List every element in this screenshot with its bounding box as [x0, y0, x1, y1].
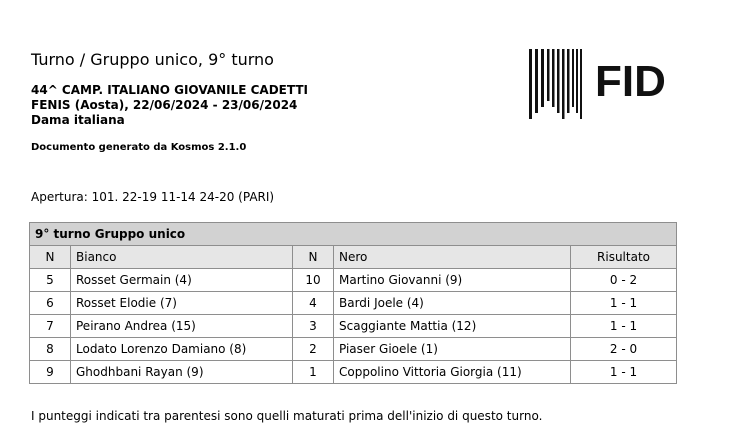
header-black: Nero [334, 246, 571, 269]
table-row [30, 338, 677, 361]
cell-black-player: Bardi Joele (4) [334, 292, 571, 315]
page-title: Turno / Gruppo unico, 9° turno [31, 50, 274, 69]
event-name: 44^ CAMP. ITALIANO GIOVANILE CADETTI [31, 83, 308, 97]
cell-result: 1 - 1 [571, 315, 677, 338]
cell-white-player: Ghodhbani Rayan (9) [71, 361, 293, 384]
event-info [31, 83, 308, 128]
cell-n-black: 4 [293, 292, 334, 315]
cell-black-player: Martino Giovanni (9) [334, 269, 571, 292]
cell-white-player: Rosset Elodie (7) [71, 292, 293, 315]
cell-result: 1 - 1 [571, 292, 677, 315]
generator-note: Documento generato da Kosmos 2.1.0 [31, 142, 247, 153]
cell-black-player: Piaser Gioele (1) [334, 338, 571, 361]
cell-white-player: Peirano Andrea (15) [71, 315, 293, 338]
cell-n-black: 2 [293, 338, 334, 361]
header-n-black: N [293, 246, 334, 269]
fid-logo-text: FID [595, 57, 666, 106]
table-row [30, 269, 677, 292]
cell-n-white: 8 [30, 338, 71, 361]
cell-white-player: Rosset Germain (4) [71, 269, 293, 292]
cell-n-black: 3 [293, 315, 334, 338]
event-game-type: Dama italiana [31, 113, 125, 127]
cell-white-player: Lodato Lorenzo Damiano (8) [71, 338, 293, 361]
cell-result: 1 - 1 [571, 361, 677, 384]
cell-black-player: Coppolino Vittoria Giorgia (11) [334, 361, 571, 384]
cell-n-white: 6 [30, 292, 71, 315]
table-caption-row [30, 223, 677, 246]
cell-n-white: 9 [30, 361, 71, 384]
fid-logo-graphic [529, 49, 679, 119]
pairings-table [29, 222, 677, 384]
event-location-dates: FENIS (Aosta), 22/06/2024 - 23/06/2024 [31, 98, 298, 112]
cell-black-player: Scaggiante Mattia (12) [334, 315, 571, 338]
cell-n-white: 5 [30, 269, 71, 292]
table-row [30, 292, 677, 315]
cell-n-black: 1 [293, 361, 334, 384]
header-n-white: N [30, 246, 71, 269]
cell-result: 2 - 0 [571, 338, 677, 361]
cell-result: 0 - 2 [571, 269, 677, 292]
table-caption: 9° turno Gruppo unico [30, 223, 677, 246]
table-row [30, 361, 677, 384]
header-white: Bianco [71, 246, 293, 269]
cell-n-white: 7 [30, 315, 71, 338]
header-result: Risultato [571, 246, 677, 269]
cell-n-black: 10 [293, 269, 334, 292]
table-row [30, 315, 677, 338]
opening-line: Apertura: 101. 22-19 11-14 24-20 (PARI) [31, 190, 275, 204]
table-header-row [30, 246, 677, 269]
fid-logo [529, 49, 679, 119]
footnote: I punteggi indicati tra parentesi sono quelli maturati prima dell'inizio di questo turno. [31, 409, 543, 423]
